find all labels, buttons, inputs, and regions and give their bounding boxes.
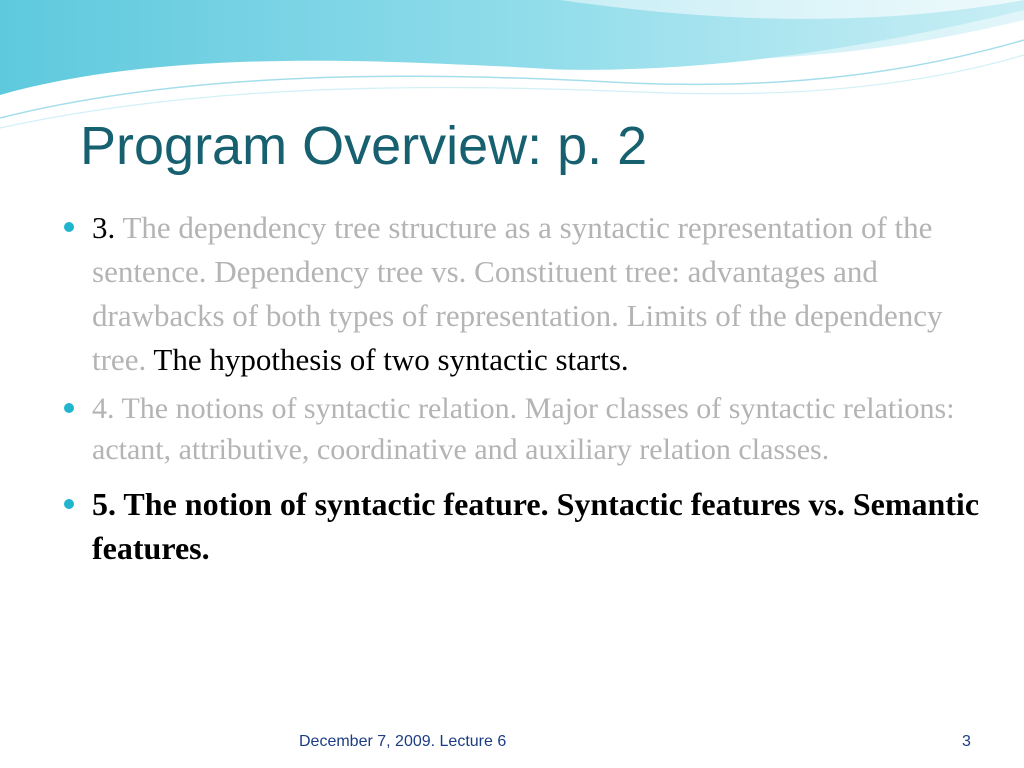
bullet-list	[62, 206, 982, 570]
bullet-dot-icon	[64, 403, 74, 413]
bullet-item-3	[62, 206, 982, 382]
footer-date-lecture: December 7, 2009. Lecture 6	[299, 733, 507, 750]
bullet-highlight-text: The hypothesis of two syntactic starts.	[153, 342, 629, 377]
bullet-item-4	[62, 388, 982, 470]
bullet-text: 4. The notions of syntactic relation. Major classes of syntactic relations: actant, attributive, coordinative and auxiliary relation classes.	[92, 392, 955, 466]
bullet-dot-icon	[64, 499, 74, 509]
footer-page-number: 3	[962, 733, 971, 750]
bullet-number: 3.	[92, 210, 116, 245]
bullet-text: 5. The notion of syntactic feature. Syntactic features vs. Semantic features.	[92, 486, 980, 566]
bullet-text: The dependency tree structure as a syntactic representation of the sentence. Dependency tree vs. Constituent tree: advantages and drawbacks of both types of representation. Limits of the dependency tree.	[92, 210, 943, 377]
slide-title: Program Overview: p. 2	[80, 116, 648, 176]
bullet-item-5	[62, 482, 982, 570]
bullet-dot-icon	[64, 222, 74, 232]
